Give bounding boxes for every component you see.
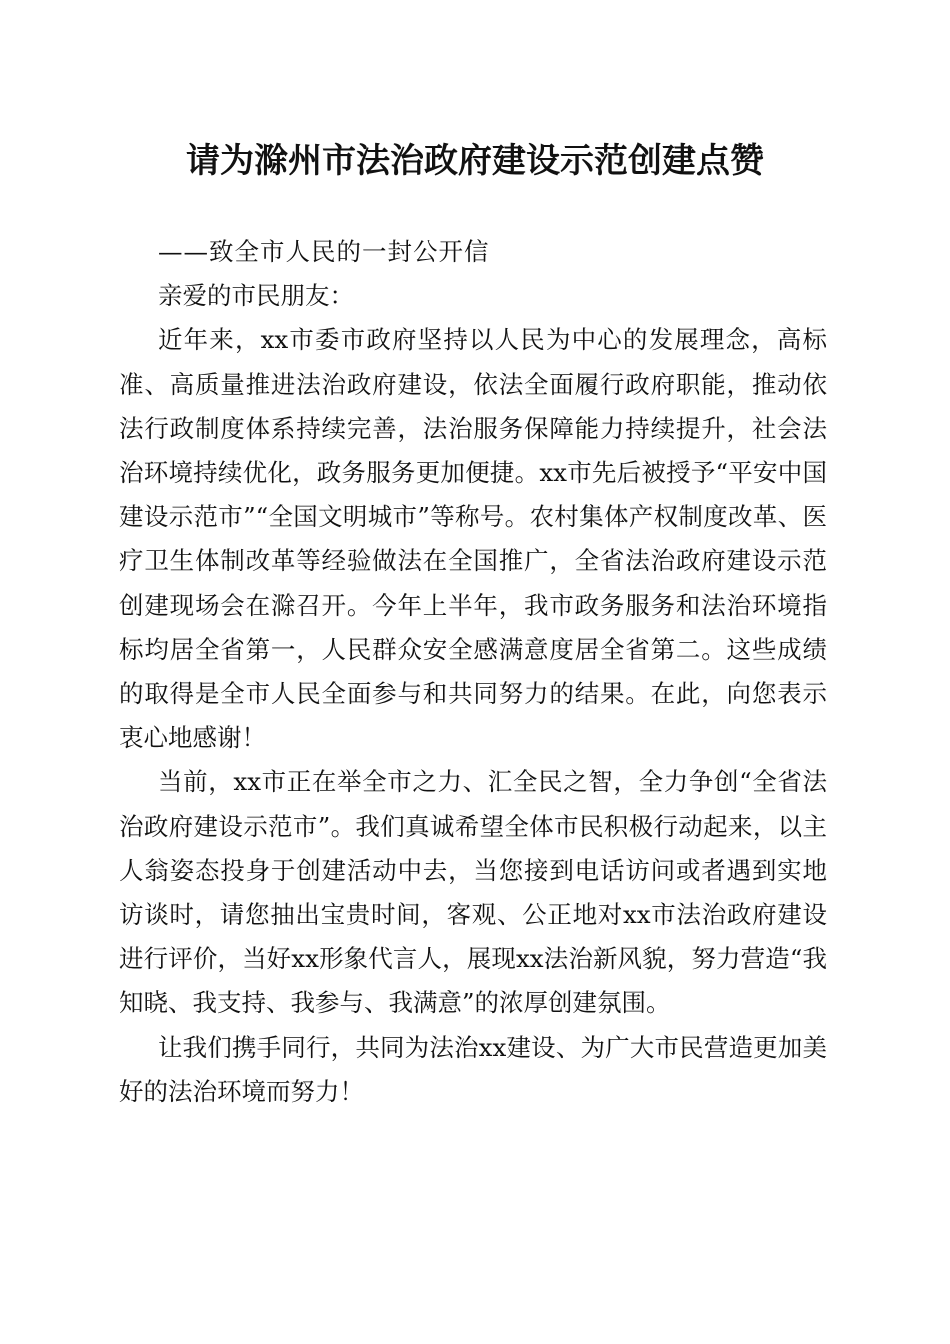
paragraph-2: 当前，xx市正在举全市之力、汇全民之智，全力争创“全省法治政府建设示范市”。我们真诚希望全体市民积极行动起来，以主人翁姿态投身于创建活动中去，当您接到电话访问或者遇到实地访谈时，请您抽出宝贵时间，客观、公正地对xx市法治政府建设进行评价，当好xx形象代言人，展现xx法治新风貌，努力营造“我知晓、我支持、我参与、我满意”的浓厚创建氛围。: [119, 767, 827, 1018]
paragraph-3: 让我们携手同行，共同为法治xx建设、为广大市民营造更加美好的法治环境而努力！: [119, 1032, 827, 1106]
salutation: 亲爱的市民朋友：: [158, 281, 354, 311]
paragraph-1: 近年来，xx市委市政府坚持以人民为中心的发展理念，高标准、高质量推进法治政府建设，依法全面履行政府职能，推动依法行政制度体系持续完善，法治服务保障能力持续提升，社会法治环境持续优化，政务服务更加便捷。xx市先后被授予“平安中国建设示范市”“全国文明城市”等称号。农村集体产权制度改革、医疗卫生体制改革等经验做法在全国推广，全省法治政府建设示范创建现场会在滁召开。今年上半年，我市政务服务和法治环境指标均居全省第一，人民群众安全感满意度居全省第二。这些成绩的取得是全市人民全面参与和共同努力的结果。在此，向您表示衷心地感谢！: [119, 325, 827, 753]
document-body: [119, 230, 827, 1114]
document-subtitle: ——致全市人民的一封公开信: [158, 237, 490, 266]
document-title: 请为滁州市法治政府建设示范创建点赞: [186, 141, 764, 181]
